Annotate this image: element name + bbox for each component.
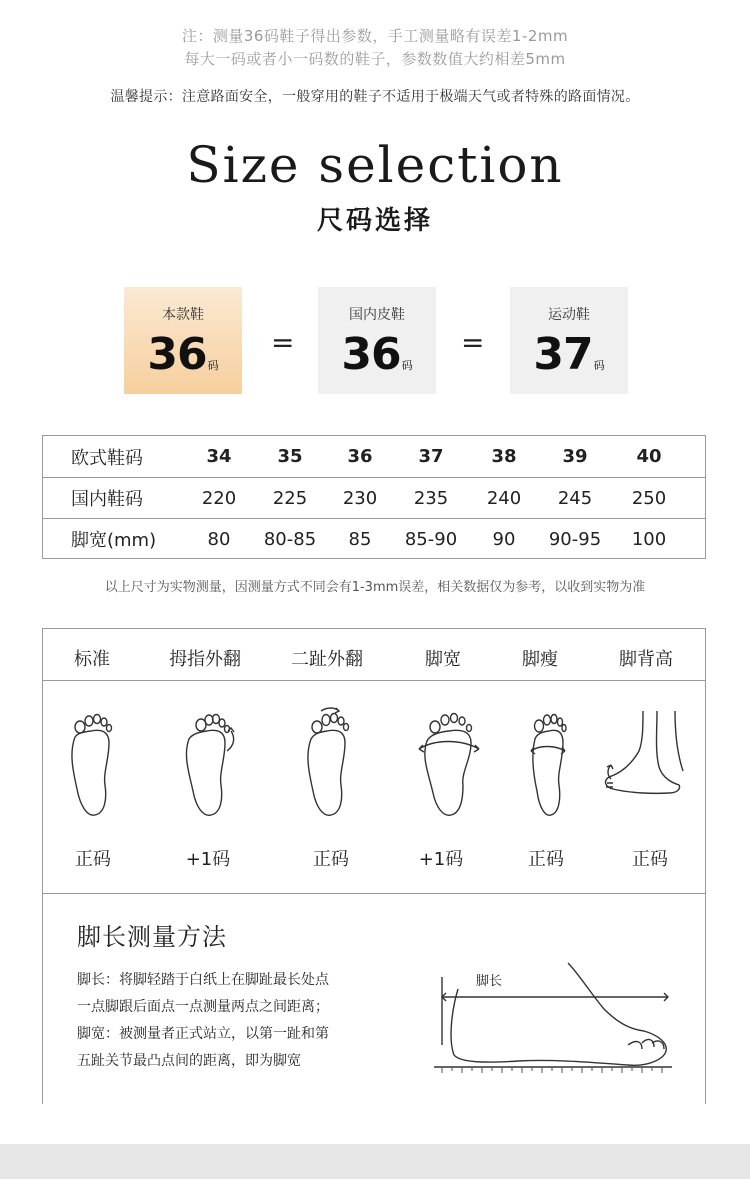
table-cell: 38 (491, 446, 517, 467)
bottom-band (0, 1144, 750, 1179)
size-box-this-shoe (124, 287, 242, 394)
foot-type-label: 拇指外翻 (169, 649, 241, 670)
foot-type-result: 正码 (632, 849, 668, 870)
table-cell: 39 (562, 446, 588, 467)
foot-type-result: 正码 (528, 849, 564, 870)
measurement-text: 五趾关节最凸点间的距离，即为脚宽 (77, 1053, 301, 1069)
foot-type-label: 标准 (74, 649, 110, 670)
title-chinese: 尺码选择 (316, 206, 433, 236)
row-header: 国内鞋码 (71, 489, 143, 510)
size-box-label: 国内皮鞋 (349, 307, 405, 323)
foot-type-result: 正码 (313, 849, 349, 870)
foot-thin-icon (501, 701, 601, 821)
table-cell: 34 (206, 446, 232, 467)
foot-second-toe-icon (281, 701, 381, 821)
measurement-text: 脚宽：被测量者正式站立，以第一趾和第 (77, 1026, 329, 1042)
table-note: 以上尺寸为实物测量，因测量方式不同会有1-3mm误差，相关数据仅为参考，以收到实物为准 (104, 580, 646, 595)
note-line-2: 每大一码或者小一码数的鞋子，参数数值大约相差5mm (184, 50, 566, 68)
foot-type-result: +1码 (185, 849, 231, 870)
table-cell: 90 (492, 528, 516, 550)
foot-type-label: 脚背高 (619, 649, 673, 670)
foot-type-result: +1码 (418, 849, 464, 870)
safety-tip: 温馨提示：注意路面安全，一般穿用的鞋子不适用于极端天气或者特殊的路面情况。 (110, 89, 640, 105)
foot-bunion-icon (161, 701, 261, 821)
table-cell: 230 (342, 487, 378, 509)
table-cell: 245 (557, 487, 593, 509)
note-line-1: 注：测量36码鞋子得出参数，手工测量略有误差1-2mm (181, 27, 569, 45)
size-box-sports-shoe (510, 287, 628, 394)
measurement-title: 脚长测量方法 (77, 923, 227, 951)
equals-sign: = (461, 326, 485, 359)
size-chart-table (42, 435, 706, 559)
size-box-leather-shoe (318, 287, 436, 394)
table-cell: 85-90 (404, 528, 458, 550)
foot-wide-icon (401, 701, 501, 821)
table-row-cn-size (43, 477, 705, 518)
foot-high-instep-icon (599, 701, 699, 821)
table-cell: 35 (277, 446, 303, 467)
row-header: 欧式鞋码 (71, 447, 143, 469)
measurement-text: 脚长：将脚轻踏于白纸上在脚趾最长处点 (77, 972, 329, 988)
table-cell: 90-95 (548, 528, 602, 550)
foot-type-guide (42, 628, 706, 1104)
size-box-label: 运动鞋 (548, 307, 590, 323)
table-cell: 80-85 (263, 528, 317, 550)
foot-type-label: 脚瘦 (522, 649, 558, 670)
size-box-value: 37码 (533, 329, 605, 380)
foot-length-diagram (428, 959, 678, 1079)
foot-standard-icon (43, 701, 143, 821)
measurement-text: 一点脚跟后面点一点测量两点之间距离； (77, 999, 329, 1015)
foot-type-header (43, 629, 705, 681)
row-header: 脚宽(mm) (71, 530, 157, 551)
table-cell: 40 (636, 446, 662, 467)
foot-type-label: 二趾外翻 (291, 649, 363, 670)
table-cell: 80 (207, 528, 231, 550)
table-cell: 36 (347, 446, 373, 467)
table-cell: 37 (418, 446, 444, 467)
size-box-value: 36码 (341, 329, 413, 380)
table-row-foot-width (43, 518, 705, 559)
table-cell: 100 (631, 528, 667, 550)
table-cell: 85 (348, 528, 372, 550)
foot-type-result: 正码 (75, 849, 111, 870)
table-cell: 250 (631, 487, 667, 509)
table-row-eu-size (43, 436, 705, 477)
table-cell: 225 (272, 487, 308, 509)
table-cell: 220 (201, 487, 237, 509)
section-divider (43, 893, 705, 894)
size-box-label: 本款鞋 (162, 307, 204, 323)
equals-sign: = (271, 326, 295, 359)
foot-type-label: 脚宽 (425, 649, 461, 670)
table-cell: 235 (413, 487, 449, 509)
title-english: Size selection (186, 136, 564, 194)
figure-label: 脚长 (476, 973, 503, 988)
table-cell: 240 (486, 487, 522, 509)
size-box-value: 36码 (147, 329, 219, 380)
